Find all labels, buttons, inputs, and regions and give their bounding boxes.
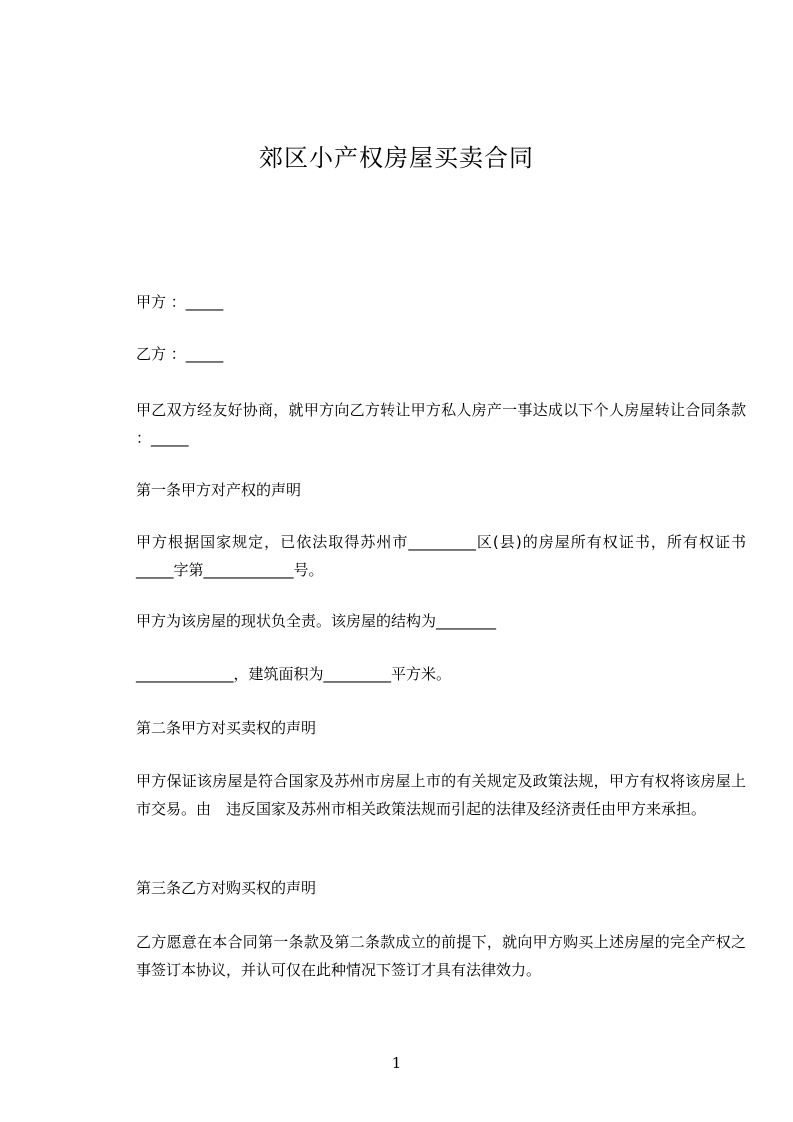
- article1-heading: 第一条甲方对产权的声明: [136, 481, 302, 499]
- page-number: 1: [391, 1054, 402, 1072]
- party-a-line: 甲方 ：_____: [136, 293, 224, 311]
- article1-paragraph-3: _____________，建筑面积为_________平方米。: [136, 665, 452, 683]
- party-b-line: 乙方 ：_____: [136, 345, 224, 363]
- article3-heading: 第三条乙方对购买权的声明: [136, 879, 317, 897]
- document-title: 郊区小产权房屋买卖合同: [259, 144, 534, 172]
- article2-paragraph-1: 甲方保证该房屋是符合国家及苏州市房屋上市的有关规定及政策法规，甲方有权将该房屋上市交易。由 违反国家及苏州市相关政策法规而引起的法律及经济责任由甲方来承担。: [136, 772, 746, 818]
- article2-heading: 第二条甲方对买卖权的声明: [136, 719, 317, 737]
- intro-paragraph: 甲乙双方经友好协商，就甲方向乙方转让甲方私人房产一事达成以下个人房屋转让合同条款 ：_____: [136, 401, 746, 447]
- article3-paragraph-1: 乙方愿意在本合同第一条款及第二条款成立的前提下，就向甲方购买上述房屋的完全产权之事签订本协议，并认可仅在此种情况下签订才具有法律效力。: [136, 933, 746, 979]
- article1-paragraph-2: 甲方为该房屋的现状负全责。该房屋的结构为________: [136, 612, 497, 630]
- article1-paragraph-1: 甲方根据国家规定，已依法取得苏州市_________区(县)的房屋所有权证书，所有权证书_____字第____________号。: [136, 533, 746, 579]
